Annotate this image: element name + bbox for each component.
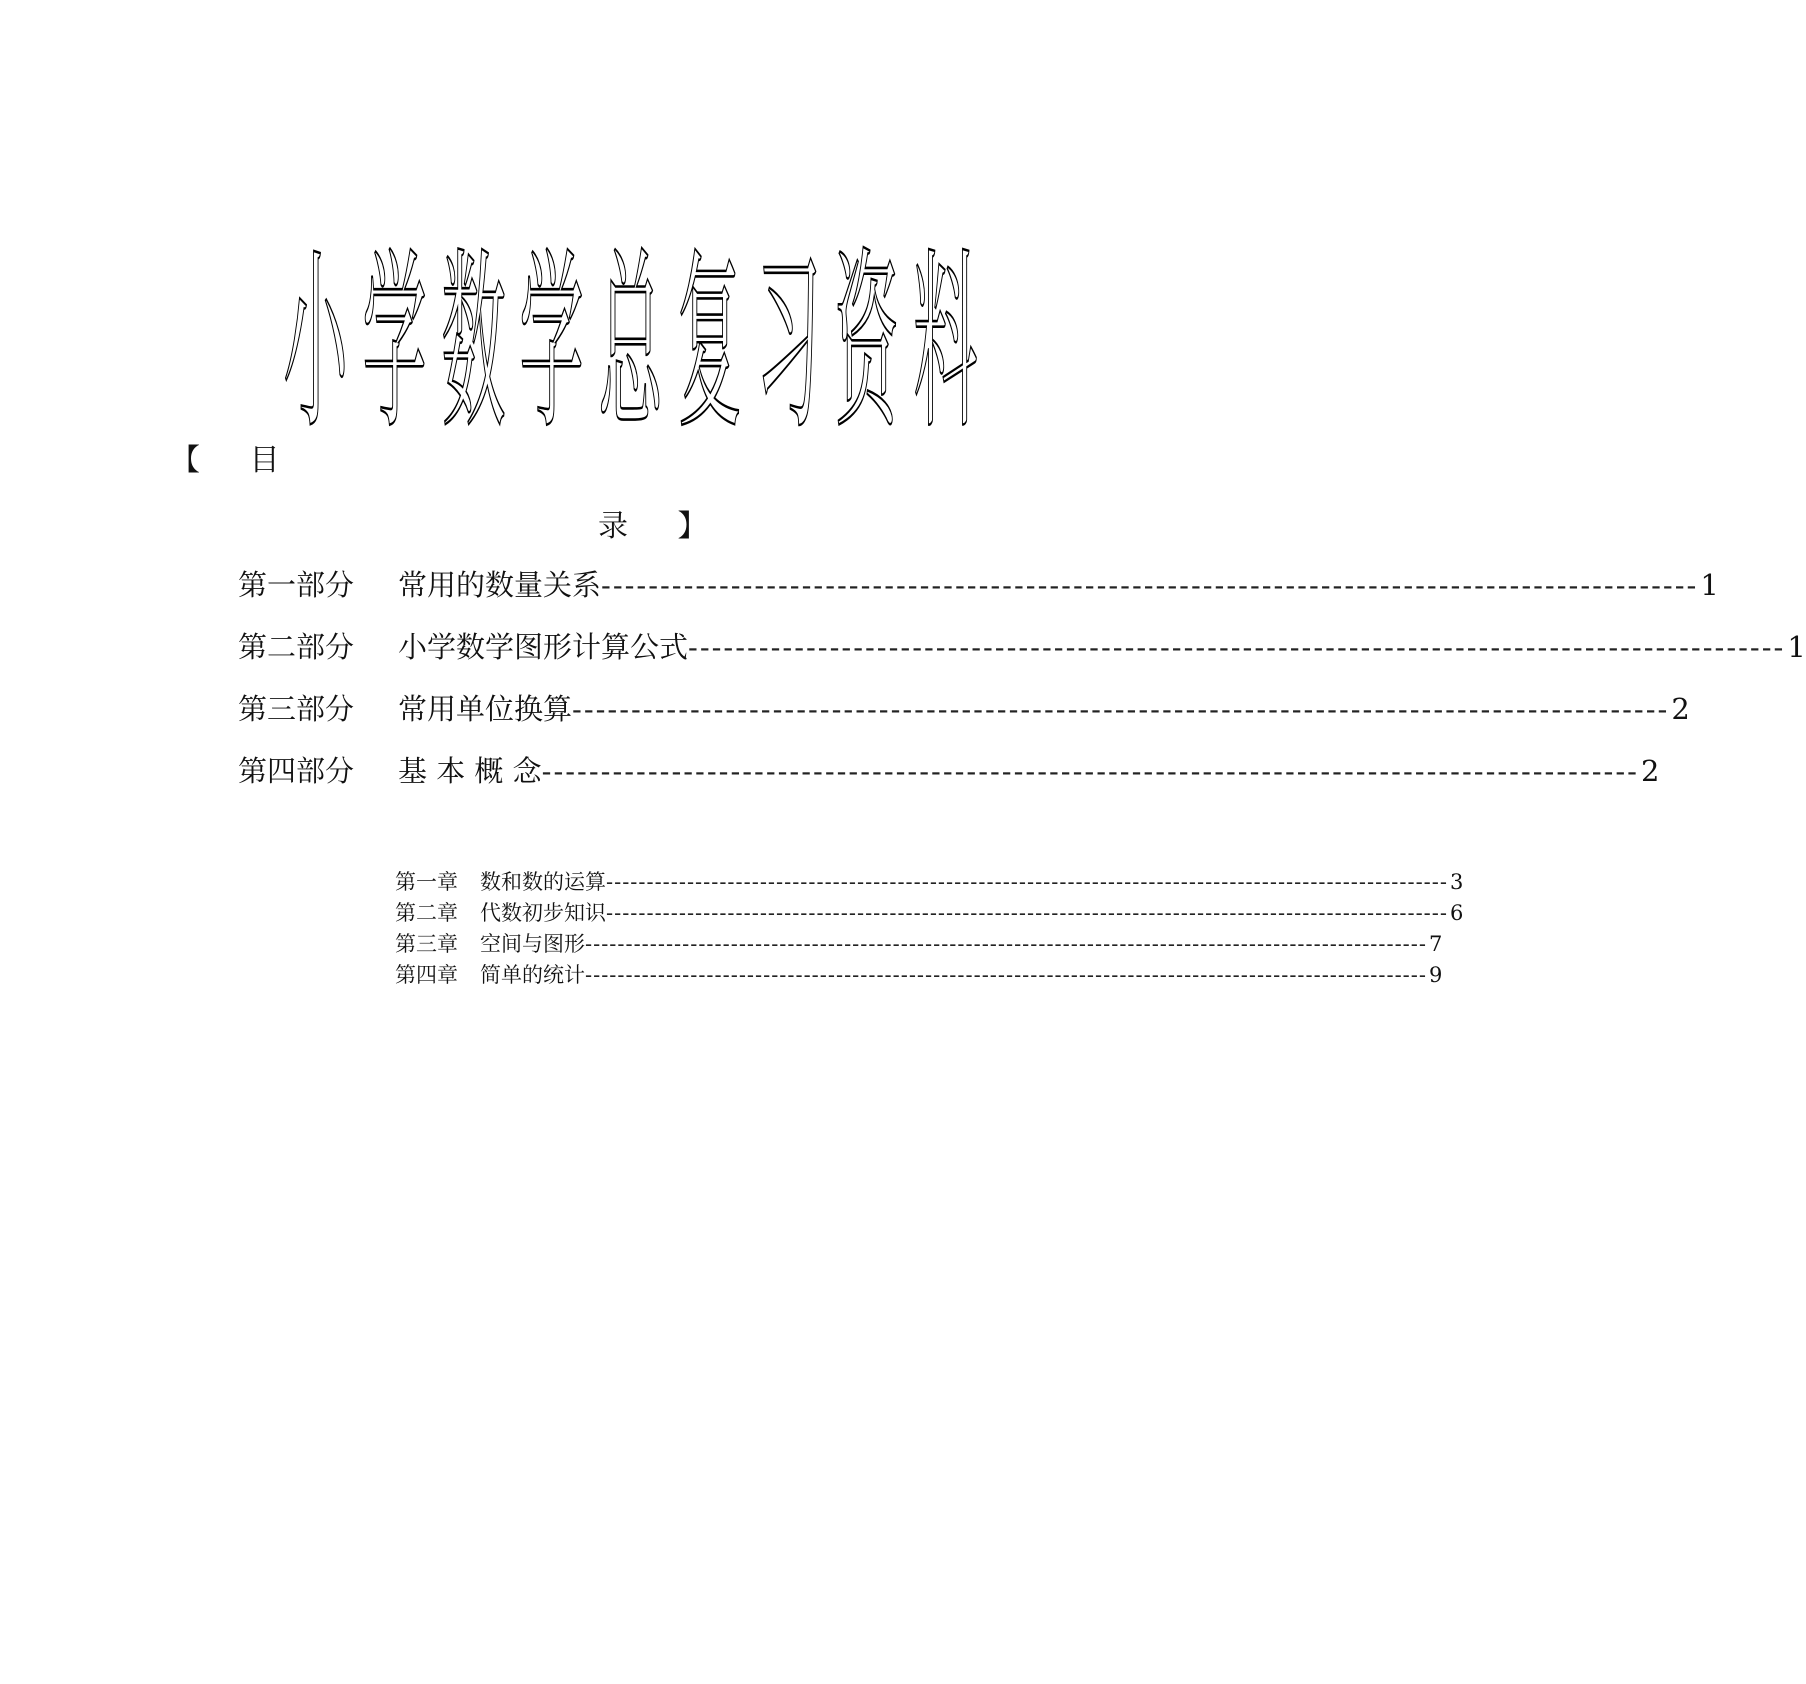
toc-part-row[interactable]	[238, 690, 1690, 752]
toc-chapter-label: 第一章	[395, 870, 458, 894]
title-char: 数	[440, 230, 506, 456]
toc-part-label: 第一部分	[238, 568, 355, 602]
toc-part-title: 基 本 概 念	[398, 754, 542, 788]
document-title	[270, 230, 978, 456]
title-char: 习	[755, 230, 821, 456]
title-char: 料	[913, 230, 978, 456]
toc-heading-open: 【 目	[170, 443, 300, 478]
toc-leader: --------------------------------------------------------------------------------------------------------	[606, 870, 1448, 894]
toc-part-page: 1	[1700, 568, 1719, 602]
title-char: 资	[834, 230, 900, 456]
title-char: 小	[283, 230, 348, 456]
toc-part-page: 1	[1787, 630, 1806, 664]
title-char: 复	[677, 230, 742, 456]
toc-chapter-title: 简单的统计	[480, 963, 585, 987]
toc-leader: --------------------------------------------------------------------------------------------------------	[585, 963, 1427, 987]
toc-leader: ---------------------------------------------------------------------------------------------	[688, 630, 1786, 664]
toc-part-title: 小学数学图形计算公式	[398, 630, 689, 664]
title-char: 学	[519, 230, 585, 456]
toc-part-page: 2	[1640, 754, 1660, 788]
toc-chapter-label: 第三章	[395, 932, 458, 956]
toc-chapter-row[interactable]	[395, 899, 1464, 930]
toc-leader: --------------------------------------------------------------------------------------------------------	[585, 932, 1427, 956]
toc-part-label: 第二部分	[238, 630, 355, 664]
toc-part-page: 2	[1671, 692, 1690, 726]
toc-leader: ---------------------------------------------------------------------------------------------	[572, 692, 1670, 726]
toc-chapters-list	[395, 868, 1464, 992]
toc-leader: ---------------------------------------------------------------------------------------------	[601, 568, 1699, 602]
toc-leader: ---------------------------------------------------------------------------------------------	[541, 754, 1639, 788]
toc-part-row[interactable]	[238, 628, 1806, 690]
toc-part-title: 常用的数量关系	[398, 568, 602, 602]
toc-part-row[interactable]	[238, 566, 1719, 628]
toc-leader: --------------------------------------------------------------------------------------------------------	[606, 901, 1448, 925]
toc-chapter-row[interactable]	[395, 930, 1443, 961]
toc-heading-close: 录 】	[598, 509, 728, 544]
title-char: 学	[362, 230, 427, 456]
toc-chapter-title: 数和数的运算	[480, 870, 606, 894]
toc-chapter-page: 9	[1428, 963, 1443, 987]
toc-part-label: 第四部分	[238, 754, 355, 788]
toc-chapter-row[interactable]	[395, 961, 1443, 992]
toc-part-row[interactable]	[238, 752, 1660, 814]
toc-chapter-page: 6	[1449, 901, 1464, 925]
toc-part-label: 第三部分	[238, 692, 355, 726]
toc-chapter-title: 代数初步知识	[480, 901, 606, 925]
toc-parts-list	[238, 566, 1806, 814]
toc-chapter-label: 第二章	[395, 901, 458, 925]
toc-chapter-title: 空间与图形	[480, 932, 585, 956]
toc-chapter-page: 3	[1449, 870, 1464, 894]
toc-chapter-label: 第四章	[395, 963, 458, 987]
toc-part-title: 常用单位换算	[398, 692, 573, 726]
toc-chapter-page: 7	[1428, 932, 1443, 956]
toc-chapter-row[interactable]	[395, 868, 1464, 899]
title-char: 总	[598, 230, 663, 456]
